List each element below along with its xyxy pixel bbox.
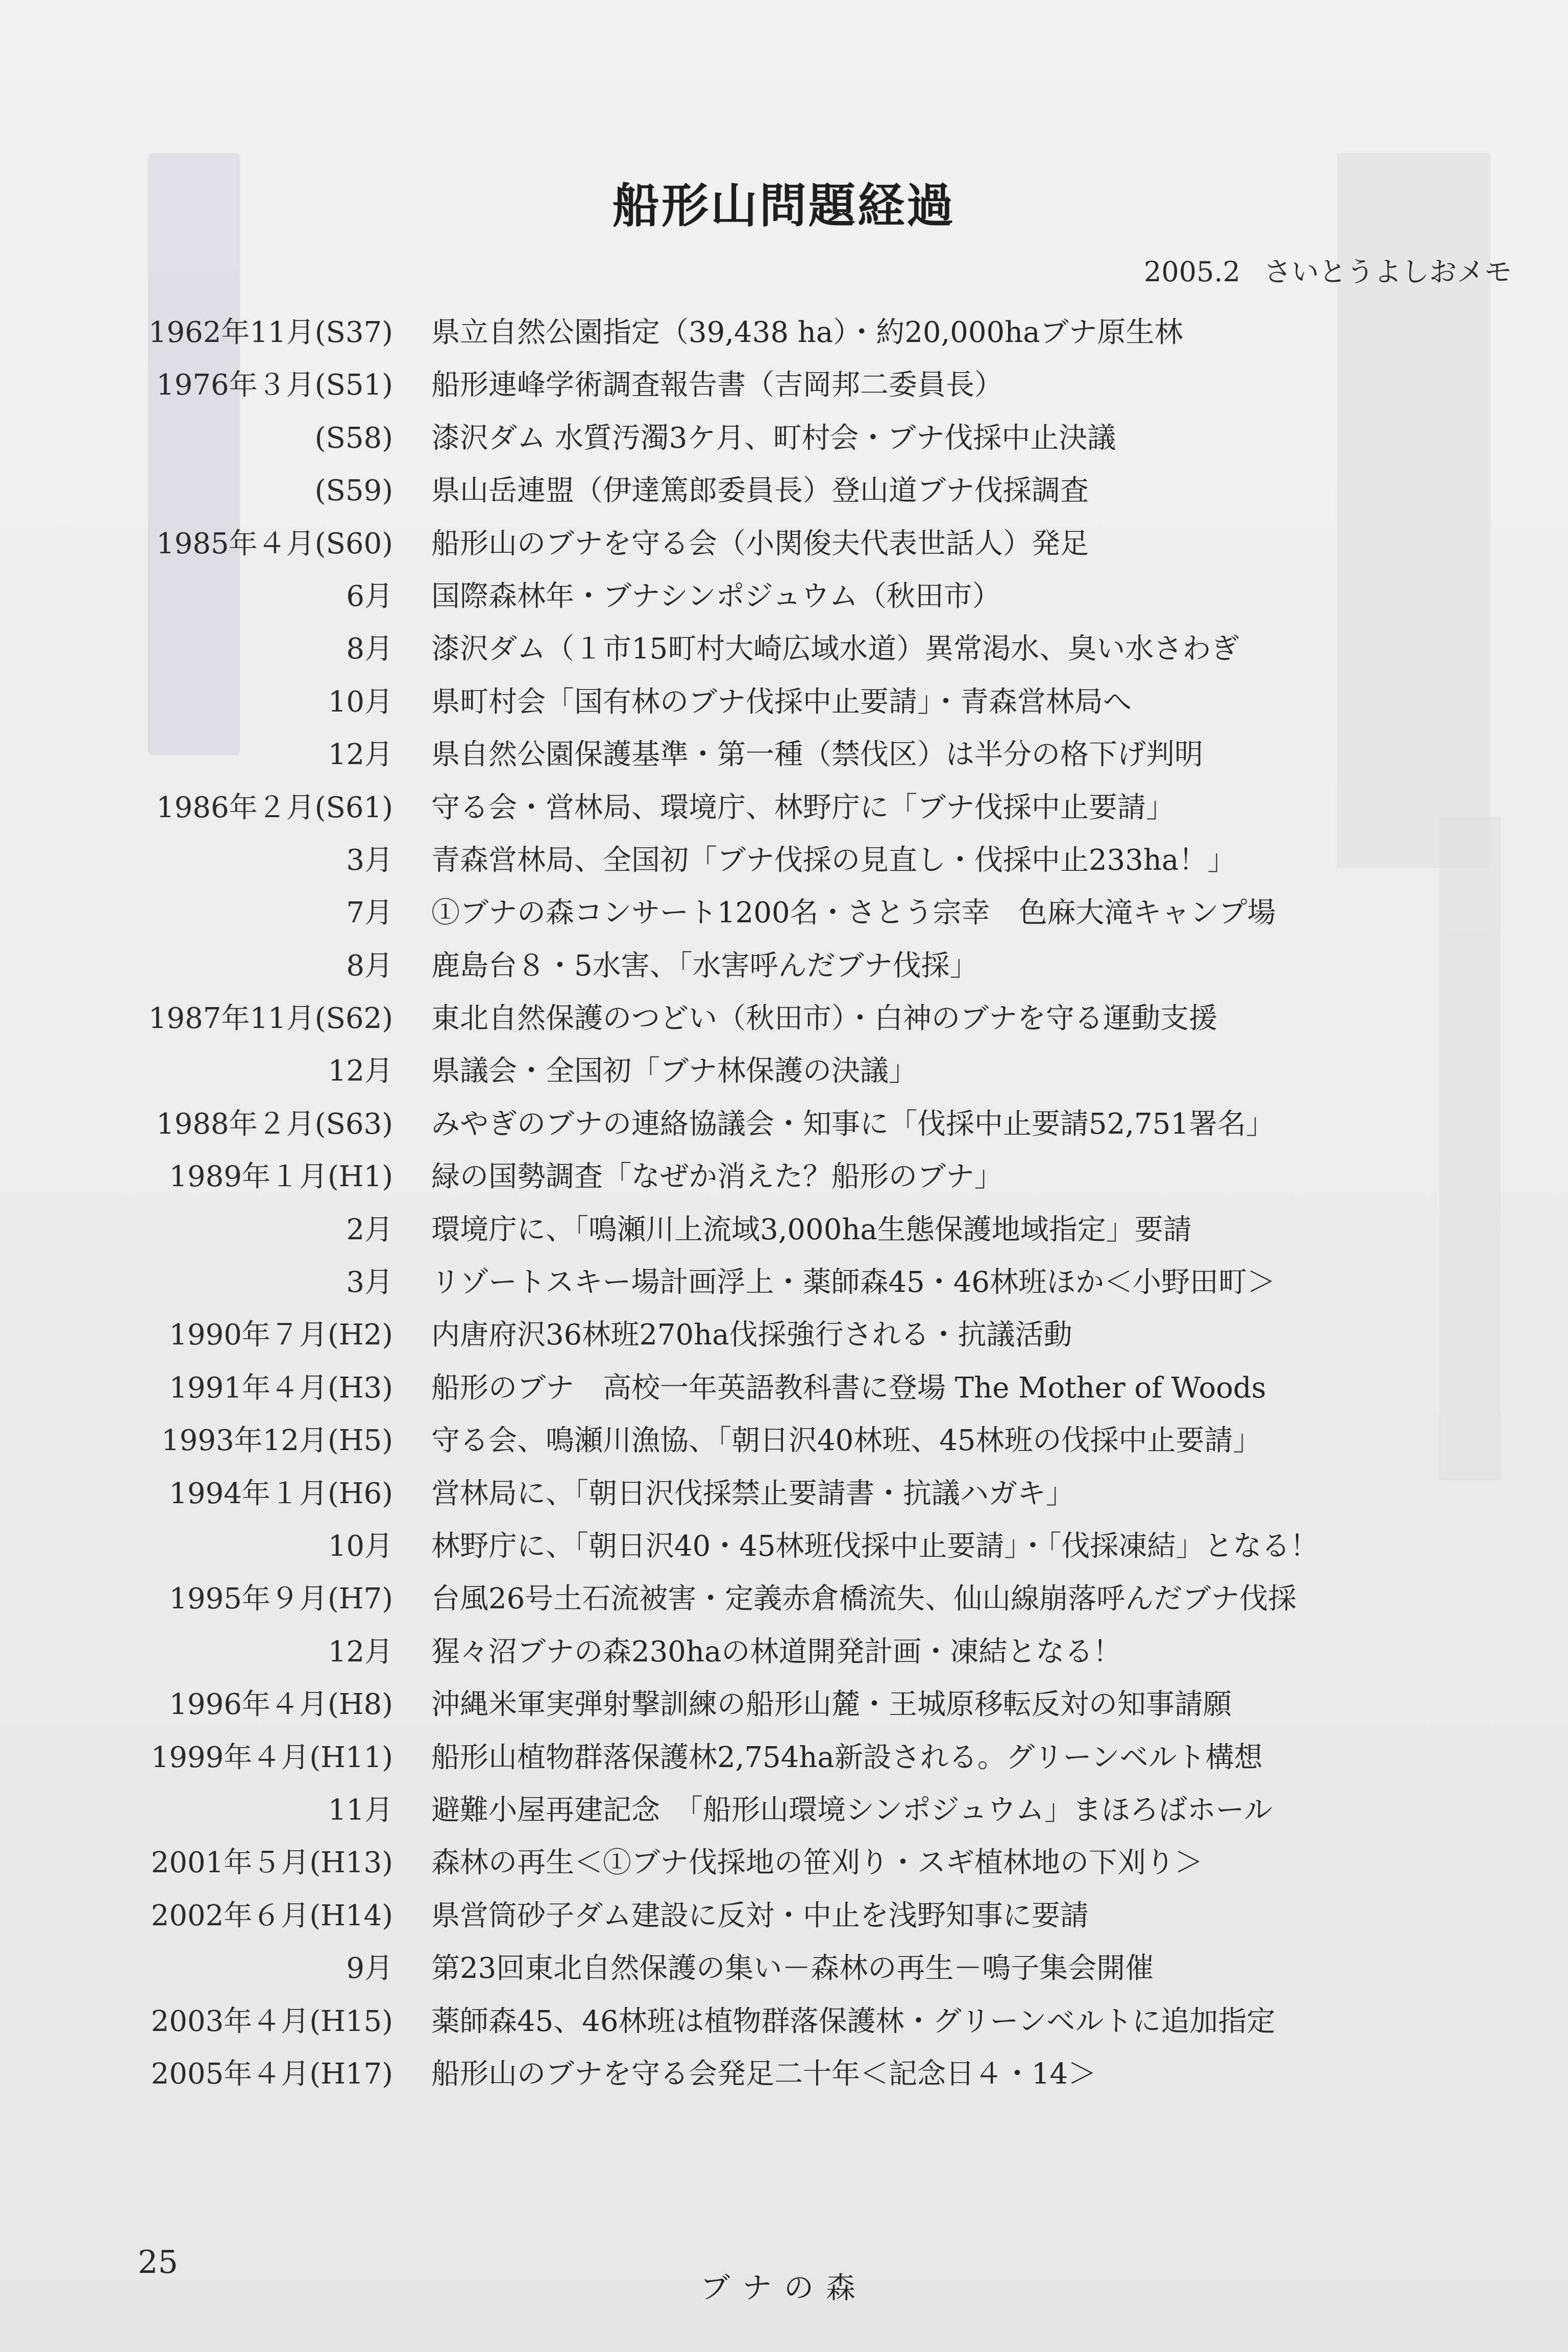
timeline-row — [128, 1995, 1444, 2048]
timeline-row — [128, 1836, 1444, 1889]
page-number: 25 — [138, 2243, 178, 2281]
timeline-date: 8月 — [346, 949, 393, 983]
timeline-event: 県立自然公園指定（39,438 ha）・約20,000haブナ原生林 — [431, 316, 1183, 349]
timeline-row — [128, 781, 1444, 834]
timeline-date: 10月 — [328, 685, 393, 719]
timeline-row — [128, 1045, 1444, 1097]
timeline-date: (S58) — [314, 421, 393, 455]
timeline-date: 1991年４月(H3) — [169, 1371, 393, 1405]
timeline-row — [128, 1204, 1444, 1256]
timeline-date: 2005年４月(H17) — [151, 2057, 393, 2091]
timeline-event: 内唐府沢36林班270ha伐採強行される・抗議活動 — [431, 1318, 1072, 1352]
timeline-row — [128, 728, 1444, 781]
timeline-event: ①ブナの森コンサート1200名・さとう宗幸 色麻大滝キャンプ場 — [431, 896, 1276, 930]
byline-author: さいとうよしおメモ — [1264, 256, 1512, 288]
timeline-row — [128, 1098, 1444, 1150]
timeline-event: 県営筒砂子ダム建設に反対・中止を浅野知事に要請 — [431, 1899, 1089, 1932]
timeline-date: 3月 — [346, 843, 393, 877]
timeline-event: 守る会、鳴瀬川漁協、「朝日沢40林班、45林班の伐採中止要請」 — [431, 1424, 1262, 1458]
timeline-date: 1989年１月(H1) — [169, 1160, 393, 1194]
timeline-row — [128, 306, 1444, 359]
timeline-date: (S59) — [314, 474, 393, 508]
timeline-date: 6月 — [346, 579, 393, 613]
timeline-event: 環境庁に、「鳴瀬川上流域3,000ha生態保護地域指定」要請 — [431, 1213, 1192, 1246]
timeline-date: 2002年６月(H14) — [151, 1899, 393, 1932]
timeline-date: 2月 — [346, 1213, 393, 1246]
bleed-through-band — [1439, 817, 1501, 1480]
timeline-row — [128, 412, 1444, 464]
timeline-event: みやぎのブナの連絡協議会・知事に「伐採中止要請52,751署名」 — [431, 1107, 1275, 1141]
timeline-row — [128, 1784, 1444, 1836]
timeline-row — [128, 1309, 1444, 1361]
timeline-row — [128, 1150, 1444, 1203]
timeline-date: 1995年９月(H7) — [169, 1582, 393, 1616]
page-title: 船形山問題経過 — [612, 179, 955, 233]
timeline-row — [128, 887, 1444, 939]
timeline-event: 県町村会「国有林のブナ伐採中止要請」・青森営林局へ — [431, 685, 1132, 719]
timeline-event: 台風26号土石流被害・定義赤倉橋流失、仙山線崩落呼んだブナ伐採 — [431, 1582, 1297, 1616]
timeline-row — [128, 1362, 1444, 1414]
timeline-event: 薬師森45、46林班は植物群落保護林・グリーンベルトに追加指定 — [431, 2004, 1276, 2038]
timeline-row — [128, 992, 1444, 1045]
timeline-row — [128, 1942, 1444, 1995]
timeline-date: 12月 — [328, 1635, 393, 1669]
timeline-event: 国際森林年・ブナシンポジュウム（秋田市） — [431, 579, 1001, 613]
timeline-row — [128, 2048, 1444, 2100]
timeline-date: 1993年12月(H5) — [161, 1424, 393, 1458]
timeline-date: 2003年４月(H15) — [151, 2004, 393, 2038]
timeline-date: 1985年４月(S60) — [156, 527, 393, 560]
timeline-date: 7月 — [346, 896, 393, 930]
timeline-date: 2001年５月(H13) — [151, 1846, 393, 1880]
timeline-event: 船形山のブナを守る会（小関俊夫代表世話人）発足 — [431, 527, 1089, 560]
timeline-event: 県議会・全国初「ブナ林保護の決議」 — [431, 1055, 917, 1088]
timeline-date: 1999年４月(H11) — [151, 1741, 393, 1774]
timeline-date: 1990年７月(H2) — [169, 1318, 393, 1352]
timeline-event: 沖縄米軍実弾射撃訓練の船形山麓・王城原移転反対の知事請願 — [431, 1688, 1232, 1722]
timeline-event: 森林の再生＜①ブナ伐採地の笹刈り・スギ植林地の下刈り＞ — [431, 1846, 1203, 1880]
timeline-date: 1986年２月(S61) — [156, 791, 393, 824]
timeline-date: 9月 — [346, 1952, 393, 1986]
timeline-date: 1976年３月(S51) — [156, 369, 393, 402]
timeline-event: 林野庁に、「朝日沢40・45林班伐採中止要請」・「伐採凍結」となる！ — [431, 1529, 1319, 1563]
footer-publication-title: ブナの森 — [700, 2270, 868, 2305]
timeline-event: 県山岳連盟（伊達篤郎委員長）登山道ブナ伐採調査 — [431, 474, 1089, 508]
timeline-event: 船形のブナ 高校一年英語教科書に登場 The Mother of Woods — [431, 1371, 1266, 1405]
timeline-date: 1988年２月(S63) — [156, 1107, 393, 1141]
timeline-row — [128, 1626, 1444, 1678]
timeline-date: 1987年11月(S62) — [148, 1002, 393, 1036]
timeline-date: 12月 — [328, 738, 393, 772]
timeline-date: 1994年１月(H6) — [169, 1477, 393, 1510]
byline — [1144, 250, 1512, 289]
timeline-row — [128, 1731, 1444, 1784]
timeline-row — [128, 834, 1444, 887]
timeline-event: リゾートスキー場計画浮上・薬師森45・46林班ほか＜小野田町＞ — [431, 1266, 1276, 1300]
timeline-date: 3月 — [346, 1266, 393, 1300]
timeline-event: 緑の国勢調査「なぜか消えた？船形のブナ」 — [431, 1160, 1003, 1194]
timeline-event: 県自然公園保護基準・第一種（禁伐区）は半分の格下げ判明 — [431, 738, 1203, 772]
timeline-list — [128, 306, 1444, 2100]
timeline-date: 12月 — [328, 1055, 393, 1088]
timeline-event: 青森営林局、全国初「ブナ伐採の見直し・伐採中止233ha！」 — [431, 843, 1236, 877]
byline-date: 2005.2 — [1144, 256, 1240, 288]
timeline-row — [128, 1256, 1444, 1309]
timeline-event: 守る会・営林局、環境庁、林野庁に「ブナ伐採中止要請」 — [431, 791, 1174, 824]
timeline-date: 8月 — [346, 632, 393, 666]
timeline-row — [128, 464, 1444, 517]
timeline-date: 10月 — [328, 1529, 393, 1563]
timeline-date: 1996年４月(H8) — [169, 1688, 393, 1722]
timeline-event: 東北自然保護のつどい（秋田市）・白神のブナを守る運動支援 — [431, 1002, 1217, 1036]
timeline-event: 避難小屋再建記念 「船形山環境シンポジュウム」まほろばホール — [431, 1793, 1272, 1827]
timeline-row — [128, 1890, 1444, 1942]
timeline-event: 漆沢ダム 水質汚濁3ケ月、町村会・ブナ伐採中止決議 — [431, 421, 1116, 455]
timeline-event: 営林局に、「朝日沢伐採禁止要請書・抗議ハガキ」 — [431, 1477, 1074, 1510]
timeline-row — [128, 623, 1444, 675]
timeline-row — [128, 676, 1444, 728]
timeline-event: 漆沢ダム（１市15町村大崎広域水道）異常渇水、臭い水さわぎ — [431, 632, 1240, 666]
timeline-row — [128, 1573, 1444, 1625]
timeline-row — [128, 1678, 1444, 1731]
timeline-event: 船形連峰学術調査報告書（吉岡邦二委員長） — [431, 369, 1003, 402]
timeline-event: 船形山のブナを守る会発足二十年＜記念日４・14＞ — [431, 2057, 1097, 2091]
timeline-date: 11月 — [328, 1793, 393, 1827]
timeline-row — [128, 518, 1444, 570]
timeline-event: 鹿島台８・5水害、「水害呼んだブナ伐採」 — [431, 949, 978, 983]
timeline-event: 船形山植物群落保護林2,754ha新設される。グリーンベルト構想 — [431, 1741, 1263, 1774]
timeline-row — [128, 1520, 1444, 1573]
timeline-row — [128, 359, 1444, 411]
timeline-event: 第23回東北自然保護の集い－森林の再生－鳴子集会開催 — [431, 1952, 1154, 1986]
timeline-row — [128, 1414, 1444, 1467]
timeline-date: 1962年11月(S37) — [148, 316, 393, 349]
timeline-row — [128, 1467, 1444, 1520]
timeline-row — [128, 570, 1444, 623]
timeline-event: 猩々沼ブナの森230haの林道開発計画・凍結となる！ — [431, 1635, 1122, 1669]
timeline-row — [128, 940, 1444, 992]
